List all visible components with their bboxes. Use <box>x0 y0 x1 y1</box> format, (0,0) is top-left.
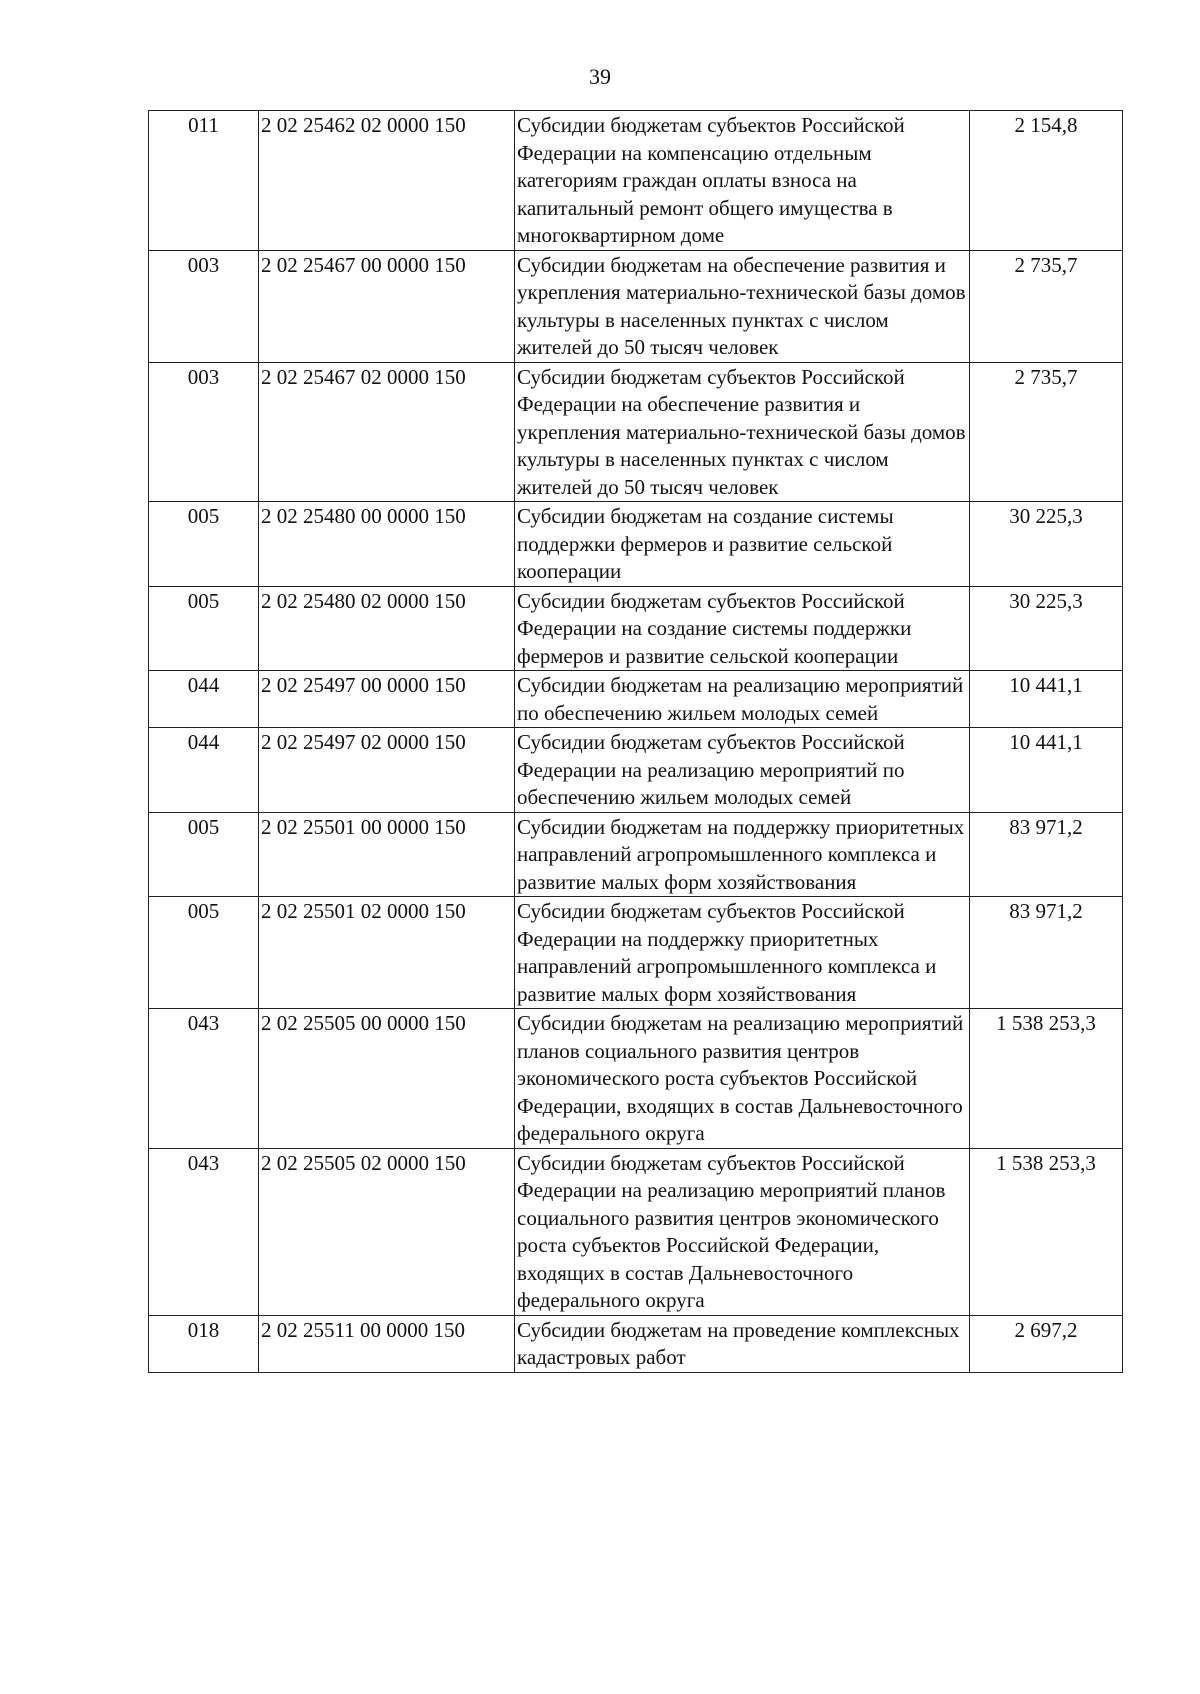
admin-code-cell: 044 <box>149 728 259 813</box>
amount-cell: 1 538 253,3 <box>970 1009 1123 1149</box>
table-row <box>149 728 1123 813</box>
revenue-description-cell: Субсидии бюджетам на проведение комплексных кадастровых работ <box>515 1315 970 1372</box>
amount-cell: 10 441,1 <box>970 671 1123 728</box>
admin-code-cell: 003 <box>149 362 259 502</box>
table-row <box>149 1315 1123 1372</box>
admin-code-cell: 005 <box>149 502 259 587</box>
budget-classification-code-cell: 2 02 25511 00 0000 150 <box>259 1315 515 1372</box>
amount-cell: 2 154,8 <box>970 111 1123 251</box>
budget-classification-code-cell: 2 02 25505 02 0000 150 <box>259 1148 515 1315</box>
budget-classification-code-cell: 2 02 25467 00 0000 150 <box>259 250 515 362</box>
revenue-description-cell: Субсидии бюджетам на обеспечение развития и укрепления материально-технической базы домов культуры в населенных пунктах с числом жителей до 50 тысяч человек <box>515 250 970 362</box>
budget-classification-code-cell: 2 02 25501 00 0000 150 <box>259 812 515 897</box>
amount-cell: 30 225,3 <box>970 502 1123 587</box>
admin-code-cell: 043 <box>149 1009 259 1149</box>
admin-code-cell: 005 <box>149 812 259 897</box>
table-row <box>149 362 1123 502</box>
revenue-description-cell: Субсидии бюджетам субъектов Российской Федерации на обеспечение развития и укрепления материально-технической базы домов культуры в населенных пунктах с числом жителей до 50 тысяч человек <box>515 362 970 502</box>
amount-cell: 1 538 253,3 <box>970 1148 1123 1315</box>
admin-code-cell: 005 <box>149 586 259 671</box>
revenue-description-cell: Субсидии бюджетам субъектов Российской Федерации на компенсацию отдельным категориям граждан оплаты взноса на капитальный ремонт общего имущества в многоквартирном доме <box>515 111 970 251</box>
budget-revenue-table <box>148 110 1123 1373</box>
budget-classification-code-cell: 2 02 25505 00 0000 150 <box>259 1009 515 1149</box>
table-row <box>149 1148 1123 1315</box>
admin-code-cell: 043 <box>149 1148 259 1315</box>
amount-cell: 2 735,7 <box>970 250 1123 362</box>
revenue-description-cell: Субсидии бюджетам субъектов Российской Федерации на поддержку приоритетных направлений агропромышленного комплекса и развитие малых форм хозяйствования <box>515 897 970 1009</box>
table-row <box>149 812 1123 897</box>
budget-classification-code-cell: 2 02 25501 02 0000 150 <box>259 897 515 1009</box>
budget-classification-code-cell: 2 02 25497 00 0000 150 <box>259 671 515 728</box>
revenue-description-cell: Субсидии бюджетам на поддержку приоритетных направлений агропромышленного комплекса и развитие малых форм хозяйствования <box>515 812 970 897</box>
budget-classification-code-cell: 2 02 25480 00 0000 150 <box>259 502 515 587</box>
admin-code-cell: 003 <box>149 250 259 362</box>
revenue-description-cell: Субсидии бюджетам субъектов Российской Федерации на реализацию мероприятий планов социального развития центров экономического роста субъектов Российской Федерации, входящих в состав Дальневосточного федерального округа <box>515 1148 970 1315</box>
revenue-description-cell: Субсидии бюджетам субъектов Российской Федерации на создание системы поддержки фермеров и развитие сельской кооперации <box>515 586 970 671</box>
revenue-description-cell: Субсидии бюджетам на создание системы поддержки фермеров и развитие сельской кооперации <box>515 502 970 587</box>
budget-classification-code-cell: 2 02 25497 02 0000 150 <box>259 728 515 813</box>
amount-cell: 83 971,2 <box>970 812 1123 897</box>
amount-cell: 10 441,1 <box>970 728 1123 813</box>
table-body <box>149 111 1123 1373</box>
table-row <box>149 586 1123 671</box>
admin-code-cell: 044 <box>149 671 259 728</box>
page-number: 39 <box>589 64 611 89</box>
revenue-description-cell: Субсидии бюджетам субъектов Российской Федерации на реализацию мероприятий по обеспечению жильем молодых семей <box>515 728 970 813</box>
amount-cell: 83 971,2 <box>970 897 1123 1009</box>
revenue-description-cell: Субсидии бюджетам на реализацию мероприятий по обеспечению жильем молодых семей <box>515 671 970 728</box>
amount-cell: 30 225,3 <box>970 586 1123 671</box>
revenue-description-cell: Субсидии бюджетам на реализацию мероприятий планов социального развития центров экономического роста субъектов Российской Федерации, входящих в состав Дальневосточного федерального округа <box>515 1009 970 1149</box>
budget-classification-code-cell: 2 02 25480 02 0000 150 <box>259 586 515 671</box>
table-row <box>149 897 1123 1009</box>
table-row <box>149 250 1123 362</box>
budget-classification-code-cell: 2 02 25467 02 0000 150 <box>259 362 515 502</box>
admin-code-cell: 011 <box>149 111 259 251</box>
budget-classification-code-cell: 2 02 25462 02 0000 150 <box>259 111 515 251</box>
table-row <box>149 111 1123 251</box>
amount-cell: 2 735,7 <box>970 362 1123 502</box>
admin-code-cell: 018 <box>149 1315 259 1372</box>
admin-code-cell: 005 <box>149 897 259 1009</box>
table-row <box>149 502 1123 587</box>
amount-cell: 2 697,2 <box>970 1315 1123 1372</box>
table-row <box>149 671 1123 728</box>
table-row <box>149 1009 1123 1149</box>
